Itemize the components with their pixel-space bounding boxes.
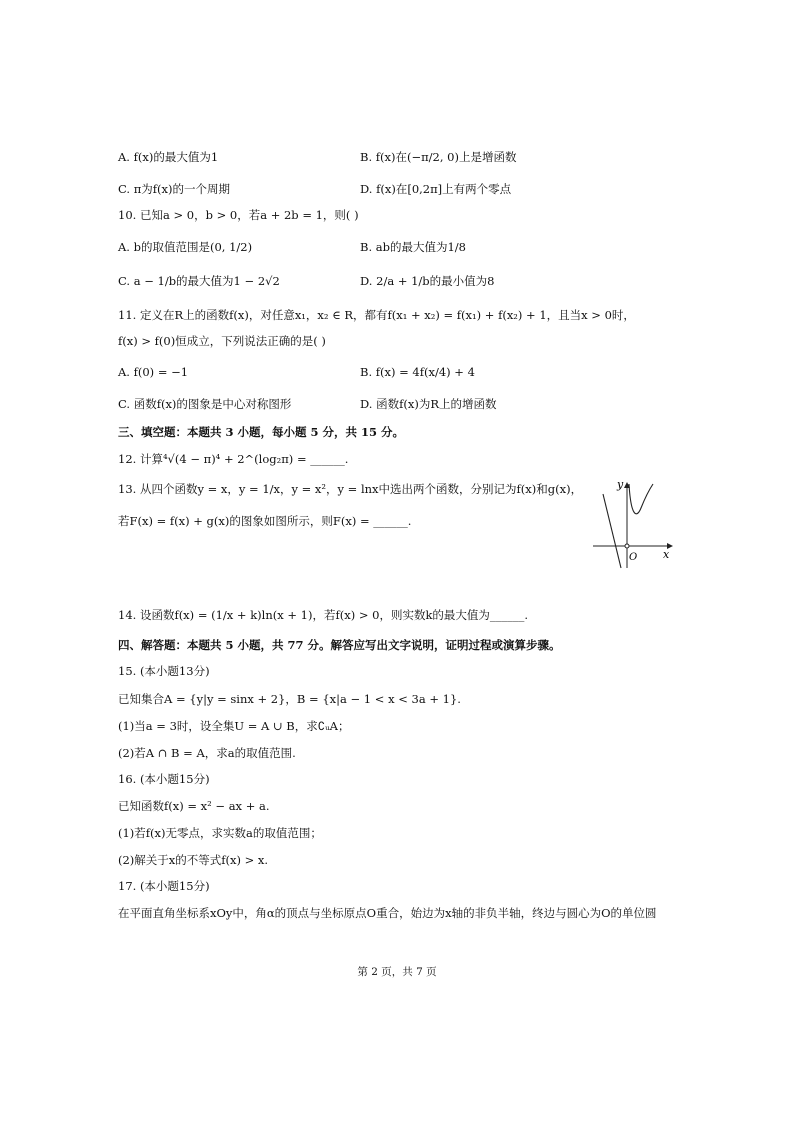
section-heading-solutions: 四、解答题：本题共 5 小题，共 77 分。解答应写出文字说明，证明过程或演算步骤。 xyxy=(118,638,561,652)
section-heading-fill-in: 三、填空题：本题共 3 小题，每小题 5 分，共 15 分。 xyxy=(118,425,405,439)
q15-line1: 已知集合A = {y|y = sinx + 2}，B = {x|a − 1 < x < 3a + 1}. xyxy=(118,692,461,706)
graph-y-label: y xyxy=(617,478,624,491)
graph-origin-label: O xyxy=(629,552,638,563)
q11-stem-line2: f(x) > f(0)恒成立，下列说法正确的是( ) xyxy=(118,334,326,348)
q11-option-c: C. 函数f(x)的图象是中心对称图形 xyxy=(118,397,292,411)
q16-line3: (2)解关于x的不等式f(x) > x. xyxy=(118,853,269,867)
q15-line3: (2)若A ∩ B = A，求a的取值范围. xyxy=(118,746,296,760)
q14-text: 14. 设函数f(x) = (1/x + k)ln(x + 1)，若f(x) > 0，则实数k的最大值为______. xyxy=(118,608,529,622)
q11-option-d: D. 函数f(x)为R上的增函数 xyxy=(360,397,497,411)
graph-x-label: x xyxy=(663,548,670,561)
q9-option-b: B. f(x)在(−π/2, 0)上是增函数 xyxy=(360,150,517,164)
q16-line2: (1)若f(x)无零点，求实数a的取值范围； xyxy=(118,826,322,840)
page-footer: 第 2 页，共 7 页 xyxy=(357,966,437,978)
q17-line1: 在平面直角坐标系xOy中，角α的顶点与坐标原点O重合，始边为x轴的非负半轴，终边与圆心为O的单位圆 xyxy=(118,906,657,920)
q10-stem: 10. 已知a > 0，b > 0，若a + 2b = 1，则( ) xyxy=(118,208,359,222)
q17-heading: 17. (本小题15分) xyxy=(118,879,210,893)
q10-option-b: B. ab的最大值为1/8 xyxy=(360,240,466,254)
q11-stem-line1: 11. 定义在R上的函数f(x)，对任意x₁，x₂ ∈ R，都有f(x₁ + x₂) = f(x₁) + f(x₂) + 1，且当x > 0时， xyxy=(118,308,635,322)
q11-option-b: B. f(x) = 4f(x/4) + 4 xyxy=(360,365,475,379)
q9-option-c: C. π为f(x)的一个周期 xyxy=(118,182,230,196)
q15-heading: 15. (本小题13分) xyxy=(118,664,210,678)
q12-text: 12. 计算⁴√(4 − π)⁴ + 2^(log₂π) = ______. xyxy=(118,452,349,466)
q16-heading: 16. (本小题15分) xyxy=(118,772,210,786)
q16-line1: 已知函数f(x) = x² − ax + a. xyxy=(118,799,270,813)
q13-line1: 13. 从四个函数y = x，y = 1/x，y = x²，y = lnx中选出两个函数，分别记为f(x)和g(x)， xyxy=(118,482,583,496)
q9-option-d: D. f(x)在[0,2π]上有两个零点 xyxy=(360,182,512,196)
q10-option-a: A. b的取值范围是(0, 1/2) xyxy=(118,240,253,254)
graph-origin-point xyxy=(625,544,629,548)
q15-line2: (1)当a = 3时，设全集U = A ∪ B，求∁ᵤA； xyxy=(118,719,350,733)
q13-function-graph xyxy=(585,478,685,570)
q13-line2: 若F(x) = f(x) + g(x)的图象如图所示，则F(x) = ______. xyxy=(118,514,412,528)
q9-option-a: A. f(x)的最大值为1 xyxy=(118,150,219,164)
graph-curve-right xyxy=(629,484,653,514)
q10-option-c: C. a − 1/b的最大值为1 − 2√2 xyxy=(118,274,280,288)
q11-option-a: A. f(0) = −1 xyxy=(118,365,189,379)
graph-curve-left xyxy=(603,494,621,568)
q10-option-d: D. 2/a + 1/b的最小值为8 xyxy=(360,274,495,288)
